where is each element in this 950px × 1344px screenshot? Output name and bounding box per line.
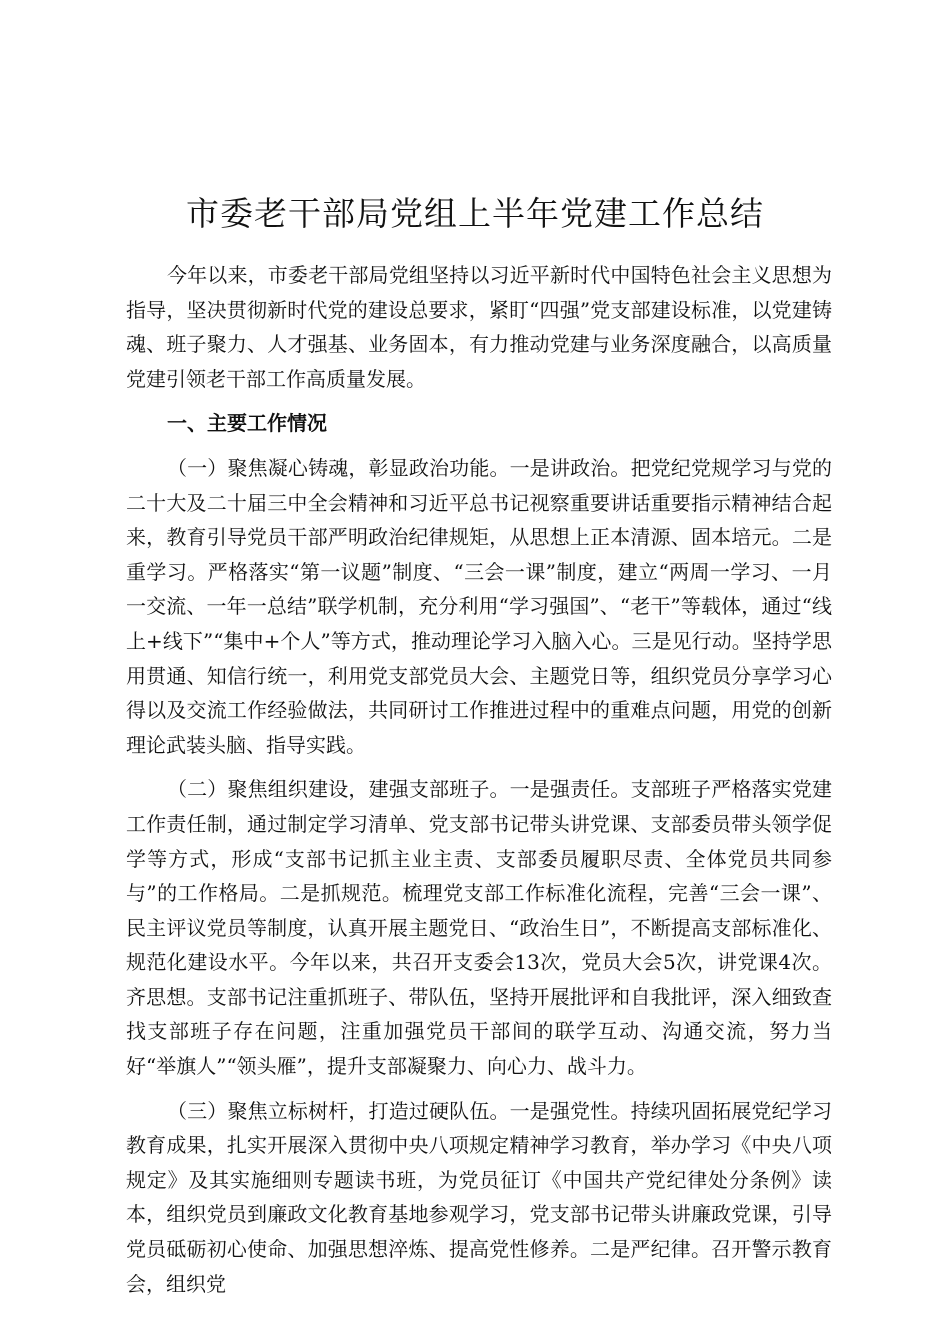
document-title: 市委老干部局党组上半年党建工作总结 — [186, 194, 764, 234]
document-body — [126, 258, 832, 1301]
section-heading: 一、主要工作情况 — [167, 411, 327, 436]
paragraph-3: （三）聚焦立标树杆，打造过硬队伍。一是强党性。持续巩固拓展党纪学习教育成果，扎实开展深入贯彻中央八项规定精神学习教育，举办学习《中央八项规定》及其实施细则专题读书班，为党员征订《中国共产党纪律处分条例》读本，组织党员到廉政文化教育基地参观学习，党支部书记带头讲廉政党课，引导党员砥砺初心使命、加强思想淬炼、提高党性修养。二是严纪律。召开警示教育会，组织党 — [126, 1098, 832, 1296]
paragraph-2: （二）聚焦组织建设，建强支部班子。一是强责任。支部班子严格落实党建工作责任制，通过制定学习清单、党支部书记带头讲党课、支部委员带头领学促学等方式，形成“支部书记抓主业主责、支部委员履职尽责、全体党员共同参与”的工作格局。二是抓规范。梳理党支部工作标准化流程，完善“三会一课”、民主评议党员等制度，认真开展主题党日、“政治生日”，不断提高支部标准化、规范化建设水平。今年以来，共召开支委会13次，党员大会5次，讲党课4次。齐思想。支部书记注重抓班子、带队伍，坚持开展批评和自我批评，深入细致查找支部班子存在问题，注重加强党员干部间的联学互动、沟通交流，努力当好“举旗人”“领头雁”，提升支部凝聚力、向心力、战斗力。 — [126, 777, 832, 1079]
paragraph-1: （一）聚焦凝心铸魂，彰显政治功能。一是讲政治。把党纪党规学习与党的二十大及二十届三中全会精神和习近平总书记视察重要讲话重要指示精神结合起来，教育引导党员干部严明政治纪律规矩，从思想上正本清源、固本培元。二是重学习。严格落实“第一议题”制度、“三会一课”制度，建立“两周一学习、一月一交流、一年一总结”联学机制，充分利用“学习强国”、“老干”等载体，通过“线上+线下”“集中+个人”等方式，推动理论学习入脑入心。三是见行动。坚持学思用贯通、知信行统一，利用党支部党员大会、主题党日等，组织党员分享学习心得以及交流工作经验做法，共同研讨工作推进过程中的重难点问题，用党的创新理论武装头脑、指导实践。 — [126, 455, 832, 757]
intro-paragraph: 今年以来，市委老干部局党组坚持以习近平新时代中国特色社会主义思想为指导，坚决贯彻新时代党的建设总要求，紧盯“四强”党支部建设标准，以党建铸魂、班子聚力、人才强基、业务固本，有力推动党建与业务深度融合，以高质量党建引领老干部工作高质量发展。 — [126, 263, 832, 391]
